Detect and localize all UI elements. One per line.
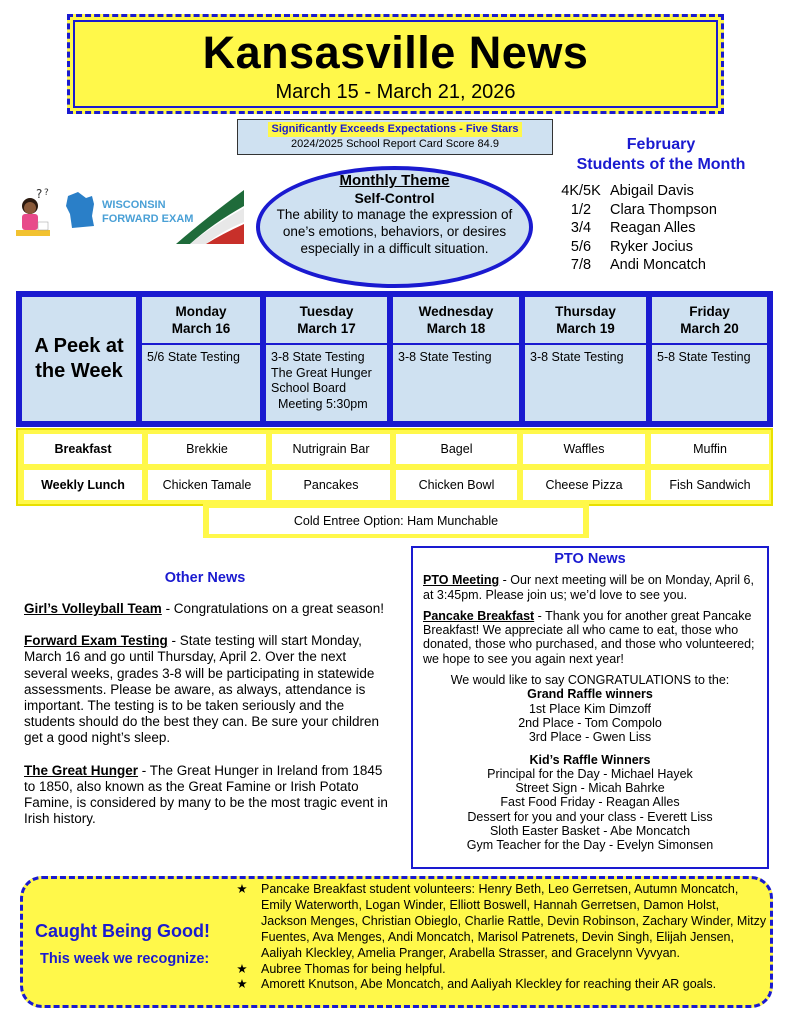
- list-item: 3/4 Reagan Alles: [570, 220, 696, 236]
- caught-subtitle: This week we recognize:: [40, 951, 210, 967]
- swoosh-graphic-icon: [176, 188, 244, 244]
- masthead: [67, 14, 724, 114]
- caught-title: Caught Being Good!: [35, 921, 210, 941]
- score-value: 2024/2025 School Report Card Score 84.9: [291, 138, 499, 150]
- meal-menu: [16, 428, 773, 506]
- list-item: 3rd Place - Gwen Liss: [528, 730, 652, 745]
- week-label: A Peek at the Week: [22, 297, 136, 421]
- star-icon: ★: [236, 977, 248, 992]
- day-monday: Monday March 16 5/6 State Testing: [142, 297, 260, 421]
- lunch-item: Fish Sandwich: [651, 470, 769, 500]
- star-icon: ★: [236, 961, 248, 976]
- lunch-item: Chicken Bowl: [396, 470, 517, 500]
- list-item: 1/2 Clara Thompson: [570, 201, 717, 218]
- news-item: Girl’s Volleyball Team - Congratulations on a great season!: [24, 601, 384, 616]
- students-of-month-title: February Students of the Month: [576, 136, 746, 173]
- list-item: Sloth Easter Basket - Abe Moncatch: [489, 824, 691, 839]
- lunch-label: Weekly Lunch: [24, 470, 142, 500]
- breakfast-item: Nutrigrain Bar: [272, 434, 390, 464]
- pto-breakfast: Pancake Breakfast - Thank you for another great Pancake Breakfast! We appreciate all who came to eat, those who donated, those who purchased, and those who volunteered; we hope to see you again next year!: [423, 608, 755, 666]
- breakfast-item: Bagel: [396, 434, 517, 464]
- star-icon: ★: [236, 882, 248, 896]
- pto-congrats: We would like to say CONGRATULATIONS to the:: [450, 673, 730, 688]
- lunch-item: Chicken Tamale: [148, 470, 266, 500]
- list-item: 2nd Place - Tom Compolo: [518, 715, 662, 730]
- list-item: Principal for the Day - Michael Hayek: [487, 766, 693, 781]
- list-item: Fast Food Friday - Reagan Alles: [500, 795, 680, 810]
- week-calendar: [16, 291, 773, 427]
- list-item: ★ Amorett Knutson, Abe Moncatch, and Aaliyah Kleckley for reaching their AR goals.: [223, 977, 768, 993]
- caught-list: [223, 882, 768, 993]
- lunch-item: Cheese Pizza: [523, 470, 645, 500]
- pto-meeting: PTO Meeting - Our next meeting will be on Monday, April 6, at 3:45pm. Please join us; we’d love to see you.: [423, 573, 754, 602]
- report-card-score: [237, 119, 553, 155]
- list-item: 1st Place Kim Dimzoff: [528, 701, 652, 716]
- news-item: Forward Exam Testing - State testing will start Monday, March 16 and go until Thursday, April 2. Over the next several weeks, grades 3-8 will be participating in statewide assessments. Please be aware, as always, attendance is important. The testing is to be taken seriously and the students should do the best they can. Be sure your children get a good night’s sleep.: [24, 633, 379, 746]
- svg-text:?: ?: [36, 187, 43, 201]
- pto-news: [411, 546, 769, 869]
- breakfast-label: Breakfast: [24, 434, 142, 464]
- list-item: 7/8 Andi Moncatch: [570, 257, 706, 273]
- grand-raffle-title: Grand Raffle winners: [527, 687, 653, 702]
- list-item: 5/6 Ryker Jocius: [570, 238, 693, 255]
- news-item: The Great Hunger - The Great Hunger in Ireland from 1845 to 1850, also known as the Great Famine or Irish Potato Famine, is considered by many to be the most tragic event in Irish history.: [24, 762, 388, 827]
- monthly-theme: [256, 166, 533, 288]
- logo-text: WISCONSIN FORWARD EXAM: [102, 199, 194, 225]
- score-rating: Significantly Exceeds Expectations - Five Stars: [268, 122, 523, 137]
- lunch-item: Pancakes: [272, 470, 390, 500]
- svg-text:?: ?: [44, 188, 49, 198]
- wisconsin-map-icon: [64, 190, 96, 230]
- other-news-title: Other News: [164, 570, 246, 586]
- newsletter-dates: March 15 - March 21, 2026: [275, 81, 516, 103]
- day-tuesday: Tuesday March 17 3-8 State Testing The Great Hunger School Board Meeting 5:30pm: [266, 297, 387, 421]
- students-of-month-list: [552, 182, 772, 275]
- cold-entree-option: Cold Entree Option: Ham Munchable: [203, 504, 589, 538]
- student-thinking-icon: [14, 186, 62, 242]
- breakfast-item: Waffles: [523, 434, 645, 464]
- list-item: 4K/5K Abigail Davis: [561, 183, 694, 199]
- newsletter-title: Kansasville News: [202, 27, 589, 78]
- forward-exam-logo: [14, 186, 234, 246]
- breakfast-item: Brekkie: [148, 434, 266, 464]
- list-item: ★ Aubree Thomas for being helpful.: [223, 962, 768, 978]
- day-thursday: Thursday March 19 3-8 State Testing: [525, 297, 646, 421]
- list-item: Dessert for you and your class - Everett Liss: [467, 809, 713, 824]
- theme-title: Monthly Theme: [339, 172, 450, 189]
- list-item: Street Sign - Micah Bahrke: [515, 781, 665, 796]
- day-wednesday: Wednesday March 18 3-8 State Testing: [393, 297, 519, 421]
- breakfast-item: Muffin: [651, 434, 769, 464]
- pto-title: PTO News: [554, 551, 626, 567]
- theme-description: The ability to manage the expression of one’s emotions, behaviors, or desires especially in a difficult situation.: [276, 207, 513, 256]
- day-friday: Friday March 20 5-8 State Testing: [652, 297, 767, 421]
- list-item: Gym Teacher for the Day - Evelyn Simonsen: [466, 838, 714, 853]
- other-news: [24, 601, 388, 843]
- theme-subtitle: Self-Control: [354, 190, 435, 206]
- list-item: ★ Pancake Breakfast student volunteers: Henry Beth, Leo Gerretsen, Autumn Moncatch, Emily Waterworth, Logan Winder, Elliott Boswell, Hannah Gerretsen, Damon Holst, Jackson Menges, Christian Obieglo, Charlie Rattle, Devin Robinson, Zachary Winder, Mitzy Fuentes, Ava Menges, Andi Moncatch, Marisol Patrenets, Devin Singh, Elijah Jensen, Aaliyah Kleckley, Amelia Pranger, Arabella Strasser, and Gracelynn Vyvyan.: [223, 882, 768, 962]
- caught-being-good: [20, 876, 773, 1008]
- kids-raffle-title: Kid’s Raffle Winners: [529, 752, 651, 767]
